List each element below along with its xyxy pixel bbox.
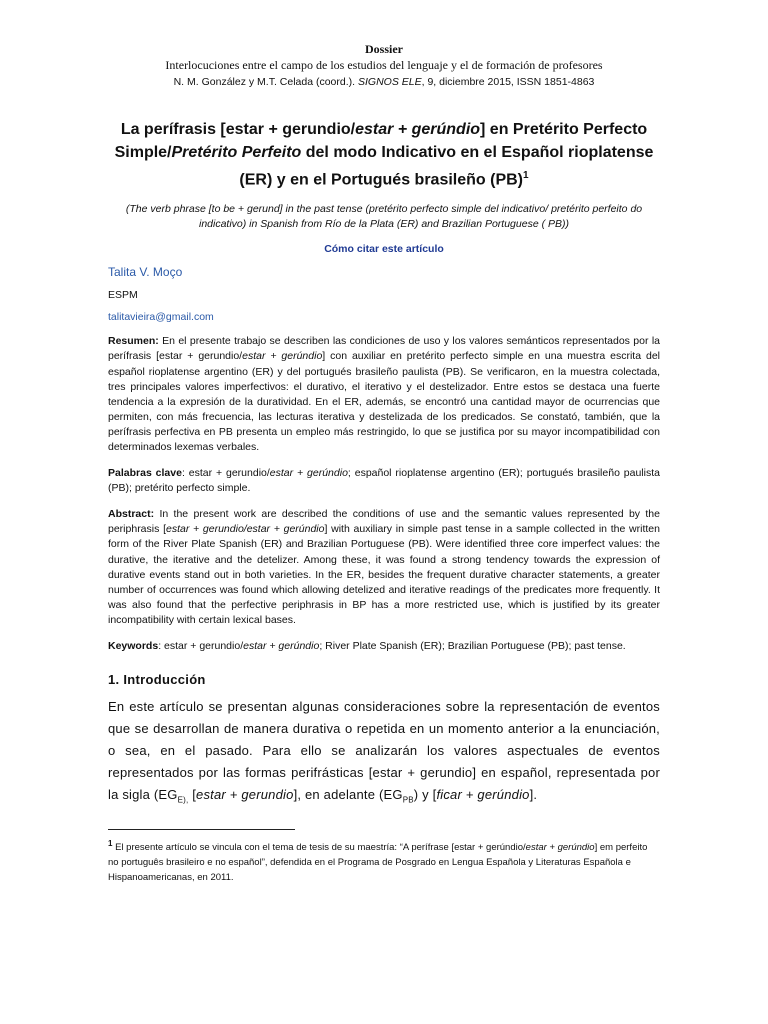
footnote bbox=[108, 836, 660, 885]
english-title: (The verb phrase [to be + gerund] in the past tense (pretérito perfecto simple del indicativo/ pretérito perfeito do indicativo) in Spanish from Río de la Plata (ER) and Brazilian Portuguese ( PB)) bbox=[125, 203, 643, 231]
keywords-label: Keywords bbox=[108, 640, 159, 653]
document-page bbox=[108, 0, 660, 885]
intro-text-italic: ficar + gerúndio bbox=[436, 787, 530, 803]
abstract-label: Abstract: bbox=[108, 508, 155, 521]
palabras-text: ; español rioplatense argentino (ER); portugués brasileño paulista (PB); pretérito perfecto simple. bbox=[108, 467, 660, 495]
intro-text: ]. bbox=[529, 787, 538, 803]
intro-text-italic: estar + gerundio bbox=[196, 787, 294, 803]
keywords-text-italic: estar + gerúndio bbox=[243, 640, 320, 653]
footnote-text-italic: estar + gerúndio bbox=[525, 841, 595, 853]
intro-text: En este artículo se presentan algunas consideraciones sobre la representación de eventos que se desarrollan de manera durativa o repetida en un momento anterior a la enunciación, o sea, en el pasado. Para ello se analizarán los valores aspectuales de eventos representados por las formas perifrásticas [estar + gerundio] en español, representada por la sigla (EG bbox=[108, 699, 660, 803]
palabras-clave-paragraph bbox=[108, 466, 660, 496]
palabras-text: : estar + gerundio/ bbox=[181, 467, 270, 480]
journal-issue-title: Interlocuciones entre el campo de los estudios del lenguaje y el de formación de profesores bbox=[165, 58, 603, 72]
footnote-text: ] em perfeito no português brasileiro e no español”, defendida en el Programa de Posgrado en Lengua Española y Literaturas Española e Hispanoamericanas, en 2011. bbox=[108, 841, 648, 883]
abstract-text: In the present work are described the conditions of use and the semantic values represented by the periphrasis [ bbox=[108, 508, 660, 536]
introduccion-paragraph bbox=[108, 696, 660, 812]
resumen-text: En el presente trabajo se describen las condiciones de uso y los valores semánticos representados por la perífrasis [estar + gerundio/ bbox=[108, 335, 660, 363]
footnote-marker[interactable]: 1 bbox=[523, 170, 529, 181]
intro-subscript: E), bbox=[177, 795, 189, 805]
cite-article-link[interactable]: Cómo citar este artículo bbox=[324, 243, 444, 256]
footnote-text: El presente artículo se vincula con el tema de tesis de su maestría: “A perífrase [estar + gerúndio/ bbox=[112, 841, 526, 853]
citation-journal-name: SIGNOS ELE bbox=[358, 76, 422, 88]
keywords-text: ; River Plate Spanish (ER); Brazilian Portuguese (PB); past tense. bbox=[319, 640, 626, 653]
footnote-number: 1 bbox=[108, 838, 113, 848]
palabras-text-italic: estar + gerúndio bbox=[269, 467, 348, 480]
citation-details: , 9, diciembre 2015, ISSN 1851-4863 bbox=[421, 76, 595, 88]
dossier-label: Dossier bbox=[365, 42, 403, 56]
title-part: La perífrasis [estar + gerundio/ bbox=[120, 121, 356, 138]
section-heading-introduccion: 1. Introducción bbox=[108, 672, 206, 688]
intro-text: ) y [ bbox=[413, 787, 437, 803]
citation-editors: N. M. González y M.T. Celada (coord.). bbox=[173, 76, 358, 88]
resumen-paragraph bbox=[108, 334, 660, 455]
author-affiliation: ESPM bbox=[108, 289, 138, 302]
abstract-text-italic: estar + gerundio/estar + gerúndio bbox=[166, 523, 325, 536]
resumen-label: Resumen: bbox=[108, 335, 159, 348]
author-email-link[interactable]: talitavieira@gmail.com bbox=[108, 311, 214, 324]
journal-citation bbox=[108, 76, 660, 88]
keywords-text: : estar + gerundio/ bbox=[158, 640, 244, 653]
title-part: ] en Pretérito Perfecto Simple/ bbox=[114, 121, 648, 161]
title-part: del modo Indicativo en el Español rioplatense (ER) y en el Portugués brasileño (PB) bbox=[239, 144, 654, 189]
intro-subscript: PB bbox=[402, 795, 414, 805]
footnote-divider bbox=[108, 829, 295, 830]
abstract-paragraph bbox=[108, 507, 660, 628]
title-part-italic: estar + gerúndio bbox=[355, 121, 481, 138]
abstract-text: ] with auxiliary in simple past tense in a sample collected in the written form of the River Plate Spanish (ER) and Brazilian Portuguese (PB). Were identified three core imperfect values: the durative, the iterative and the detelizer. Among these, it was found a strong tendency towards the expression of durative events stand out in both varieties. In the ER, besides the frequent durative character statements, a greater number of occurrences was found which allowing detelized and iterative readings of the predicates more frequently. It was also found that the perfective periphrasis in BP has a more restricted use, which is justified by its greater incompatibility with certain lexical bases. bbox=[108, 523, 660, 626]
article-title bbox=[108, 118, 660, 191]
author-name: Talita V. Moço bbox=[108, 265, 183, 280]
title-part-italic: Pretérito Perfeito bbox=[171, 144, 302, 161]
intro-text: [ bbox=[188, 787, 197, 803]
intro-text: ], en adelante (EG bbox=[293, 787, 403, 803]
resumen-text: ] con auxiliar en pretérito perfecto simple en una muestra escrita del español rioplatense argentino (ER) y del portugués brasileño paulista (PB). Se verificaron, en la muestra colectada, tres principales valores imperfectivos: el durativo, el iterativo y el destelizador. Entre estos se destaca una fuerte tendencia a la expresión de la duratividad. En el ER, además, se encontró una cantidad mayor de ocurrencias que permiten, con más frecuencia, las lecturas iterativa y destelizada de los predicados. Se constató, también, que la perífrasis perfectiva en PB presenta un empleo más restringido, lo que se justifica por su mayor incompatibilidad con determinados lexemas verbales. bbox=[108, 350, 660, 453]
palabras-clave-label: Palabras clave bbox=[108, 467, 182, 480]
keywords-paragraph bbox=[108, 639, 660, 654]
resumen-text-italic: estar + gerúndio bbox=[242, 350, 323, 363]
